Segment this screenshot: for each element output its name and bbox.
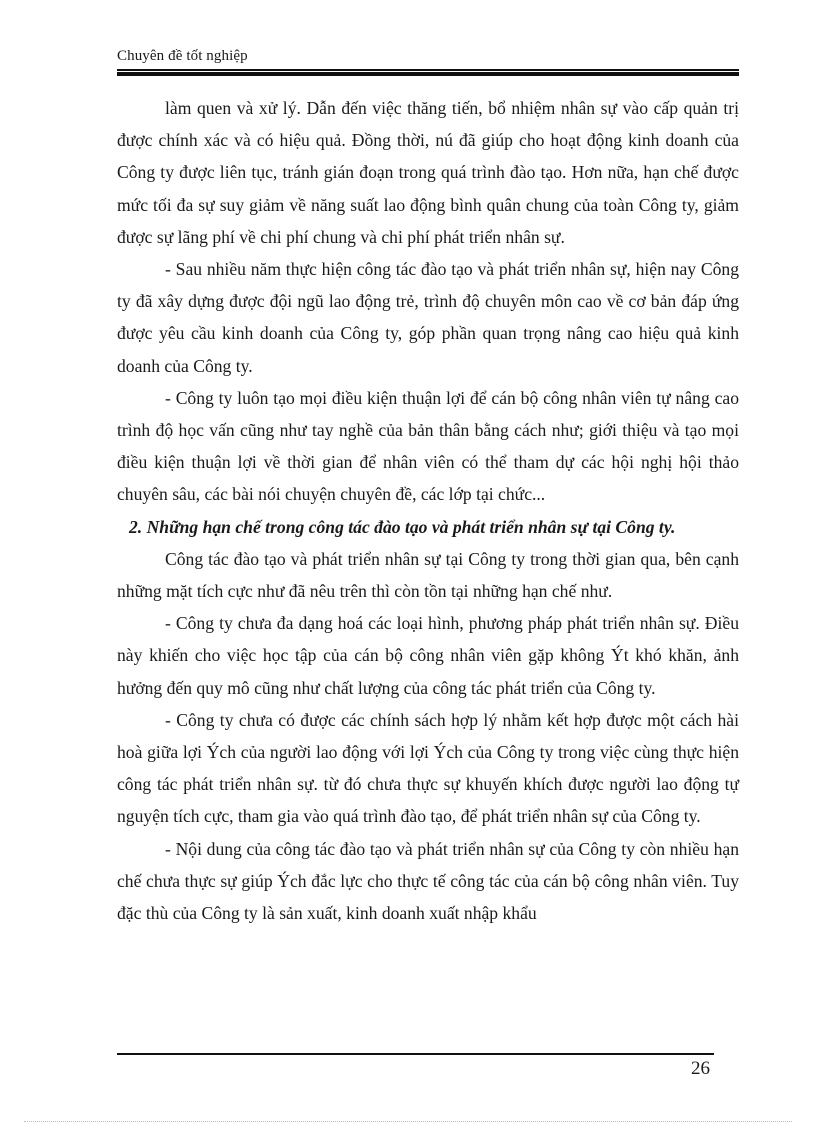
- page-number: 26: [691, 1058, 710, 1079]
- paragraph-limitation-methods: - Công ty chưa đa dạng hoá các loại hình, phương pháp phát triển nhân sự. Điều này khiến cho việc học tập của cán bộ công nhân viên gặp không Ýt khó khăn, ảnh hưởng đến quy mô cũng như chất lượng của công tác phát triển của Công ty.: [117, 613, 739, 698]
- paragraph-limitation-policies: - Công ty chưa có được các chính sách hợp lý nhằm kết hợp được một cách hài hoà giữa lợi Ých của người lao động với lợi Ých của Công ty trong việc cùng thực hiện công tác phát triển nhân sự. từ đó chưa thực sự khuyến khích được người lao động tự nguyện tích cực, tham gia vào quá trình đào tạo, để phát triển nhân sự của Công ty.: [117, 709, 739, 827]
- page-boundary: [24, 1121, 792, 1122]
- section-heading: 2. Những hạn chế trong công tác đào tạo và phát triển nhân sự tại Công ty.: [129, 516, 676, 537]
- header-rule-thick: [117, 72, 739, 76]
- paragraph-continuation: làm quen và xử lý. Dẫn đến việc thăng tiến, bổ nhiệm nhân sự vào cấp quản trị được chính xác và có hiệu quả. Đồng thời, nú đã giúp cho hoạt động kinh doanh của Công ty được liên tục, tránh gián đoạn trong quá trình đào tạo. Hơn nữa, hạn chế được mức tối đa sự suy giảm về năng suất lao động bình quân chung của toàn Công ty, giảm được sự lãng phí về chi phí chung và chi phí phát triển nhân sự.: [117, 98, 739, 247]
- document-body: [117, 92, 739, 929]
- paragraph-limitations-intro: Công tác đào tạo và phát triển nhân sự tại Công ty trong thời gian qua, bên cạnh những mặt tích cực như đã nêu trên thì còn tồn tại những hạn chế như.: [117, 548, 739, 602]
- footer-rule: [117, 1053, 714, 1055]
- paragraph-limitation-content: - Nội dung của công tác đào tạo và phát triển nhân sự của Công ty còn nhiều hạn chế chưa thực sự giúp Ých đắc lực cho thực tế công tác của cán bộ công nhân viên. Tuy đặc thù của Công ty là sản xuất, kinh doanh xuất nhập khẩu: [117, 838, 739, 924]
- header-rule-thin: [117, 69, 739, 71]
- paragraph-achievement-conditions: - Công ty luôn tạo mọi điều kiện thuận lợi để cán bộ công nhân viên tự nâng cao trình độ học vấn cũng như tay nghề của bản thân bằng cách như; giới thiệu và tạo mọi điều kiện thuận lợi về thời gian để nhân viên có thể tham dự các hội nghị hội thảo chuyên sâu, các bài nói chuyện chuyên đề, các lớp tại chức...: [117, 387, 739, 505]
- paragraph-achievement-staff: - Sau nhiều năm thực hiện công tác đào tạo và phát triển nhân sự, hiện nay Công ty đã xây dựng được đội ngũ lao động trẻ, trình độ chuyên môn cao về cơ bản đáp ứng được yêu cầu kinh doanh của Công ty, góp phần quan trọng nâng cao hiệu quả kinh doanh của Công ty.: [117, 259, 739, 376]
- running-header: Chuyên đề tốt nghiệp: [117, 48, 248, 64]
